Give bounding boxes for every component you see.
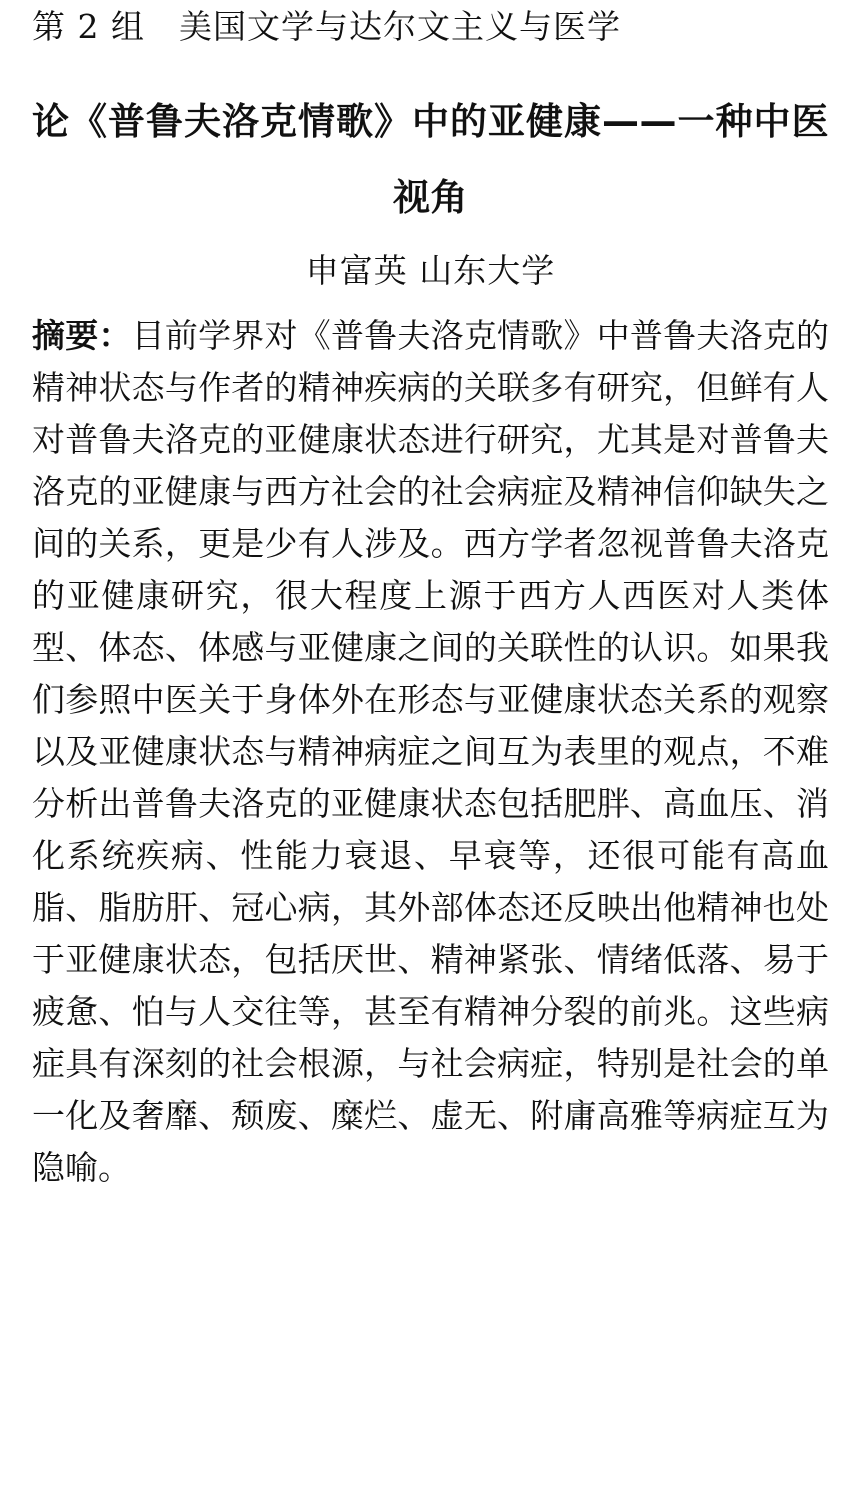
section-header xyxy=(32,6,829,48)
abstract-text: 目前学界对《普鲁夫洛克情歌》中普鲁夫洛克的精神状态与作者的精神疾病的关联多有研究，但鲜有人对普鲁夫洛克的亚健康状态进行研究，尤其是对普鲁夫洛克的亚健康与西方社会的社会病症及精神信仰缺失之间的关系，更是少有人涉及。西方学者忽视普鲁夫洛克的亚健康研究，很大程度上源于西方人西医对人类体型、体态、体感与亚健康之间的关联性的认识。如果我们参照中医关于身体外在形态与亚健康状态关系的观察以及亚健康状态与精神病症之间互为表里的观点，不难分析出普鲁夫洛克的亚健康状态包括肥胖、高血压、消化系统疾病、性能力衰退、早衰等，还很可能有高血脂、脂肪肝、冠心病，其外部体态还反映出他精神也处于亚健康状态，包括厌世、精神紧张、情绪低落、易于疲惫、怕与人交往等，甚至有精神分裂的前兆。这些病症具有深刻的社会根源，与社会病症，特别是社会的单一化及奢靡、颓废、糜烂、虚无、附庸高雅等病症互为隐喻。 xyxy=(32,316,830,1187)
document-page xyxy=(32,0,829,1194)
author-affiliation: 申富英 山东大学 xyxy=(305,251,556,290)
paper-title: 论《普鲁夫洛克情歌》中的亚健康——一种中医视角 xyxy=(32,100,829,219)
abstract-label: 摘要： xyxy=(32,316,132,355)
group-label: 第 2 组 xyxy=(32,7,145,46)
abstract xyxy=(32,310,829,1194)
section-title: 美国文学与达尔文主义与医学 xyxy=(178,7,621,46)
